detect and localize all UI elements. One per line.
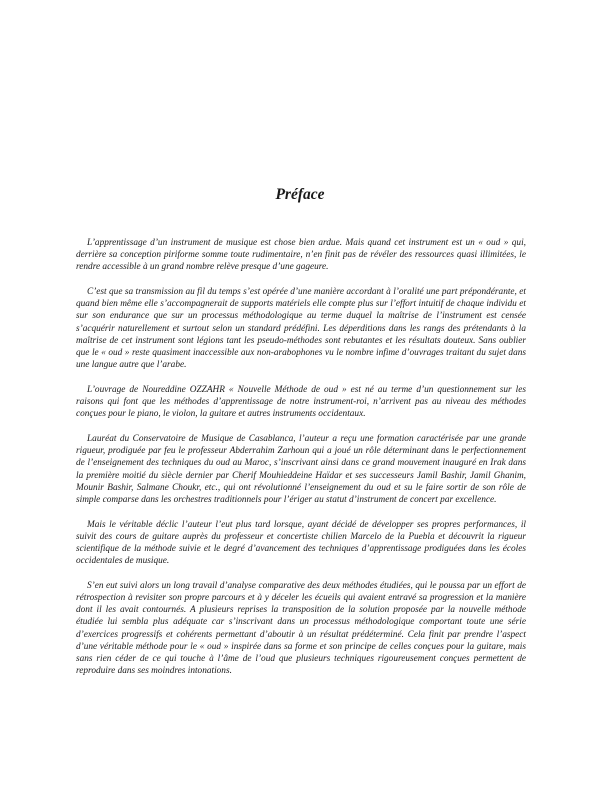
paragraph-4: Lauréat du Conservatoire de Musique de Casablanca, l’auteur a reçu une formation caractérisée par une grande rigueur, prodiguée par feu le professeur Abderrahim Zarhoun qui a joué un rôle déterminant dans le perfectionnement de l’enseignement des techniques du oud au Maroc, s’inscrivant ainsi dans ce grand mouvement inauguré en Irak dans la première moitié du siècle dernier par Cherif Mouhieddeine Haïdar et ses successeurs Jamil Bashir, Jamil Ghanim, Mounir Bashir, Salmane Choukr, etc., qui ont révolutionné l’enseignement du oud et su le faire sortir de son rôle de simple comparse dans les orchestres traditionnels pour l’ériger au statut d’instrument de concert par excellence. bbox=[76, 434, 526, 505]
paragraph-2: C’est que sa transmission au fil du temps s’est opérée d’une manière accordant à l’oralité une part prépondérante, et quand bien même elle s’accompagnerait de supports matériels elle compte plus sur l’effort intuitif de chaque individu et sur son endurance que sur un processus méthodologique au terme duquel la maîtrise de l’instrument est censée s’acquérir naturellement et surtout selon un standard prédéfini. Les déperditions dans les rangs des prétendants à la maîtrise de cet instrument sont légions tant les pseudo-méthodes sont rebutantes et les résultats douteux. Sans oublier que le « oud » reste quasiment inaccessible aux non-arabophones vu le nombre infime d’ouvrages traitant du sujet dans une langue autre que l’arabe. bbox=[76, 287, 526, 370]
page-title: Préface bbox=[275, 186, 325, 203]
paragraph-1: L’apprentissage d’un instrument de musique est chose bien ardue. Mais quand cet instrument est un « oud » qui, derrière sa conception piriforme somme toute rudimentaire, n’en finit pas de révéler des ressources quasi illimitées, le rendre accessible à un grand nombre relève presque d’une gageure. bbox=[76, 238, 526, 273]
paragraph-5: Mais le véritable déclic l’auteur l’eut plus tard lorsque, ayant décidé de développer ses propres performances, il suivit des cours de guitare auprès du professeur et concertiste chilien Marcelo de la Puebla et découvrit la rigueur scientifique de la méthode suivie et le degré d’avancement des techniques d’apprentissage prodiguées dans les écoles occidentales de musique. bbox=[76, 519, 526, 567]
paragraph-6: S’en eut suivi alors un long travail d’analyse comparative des deux méthodes étudiées, qui le poussa par un effort de rétrospection à revisiter son propre parcours et à y déceler les écueils qui avaient entravé sa progression et la manière dont il les avait contournés. A plusieurs reprises la transposition de la solution proposée par la nouvelle méthode étudiée lui sembla plus adéquate car s’inscrivant dans un processus méthodologique comportant toute une série d’exercices progressifs et cohérents permettant d’aboutir à un résultat prédéterminé. Cela finit par prendre l’aspect d’une véritable méthode pour le « oud » inspirée dans sa forme et son principe de celles conçues pour la guitare, mais sans rien céder de ce qui touche à l’âme de l’oud que plusieurs techniques rigoureusement conçues permettent de reproduire dans ses moindres intonations. bbox=[76, 581, 526, 676]
paragraph-3: L’ouvrage de Noureddine OZZAHR « Nouvelle Méthode de oud » est né au terme d’un questionnement sur les raisons qui font que les méthodes d’apprentissage de notre instrument-roi, n’arrivent pas au niveau des méthodes conçues pour le piano, le violon, la guitare et autres instruments occidentaux. bbox=[76, 384, 526, 420]
preface-body bbox=[76, 237, 526, 690]
